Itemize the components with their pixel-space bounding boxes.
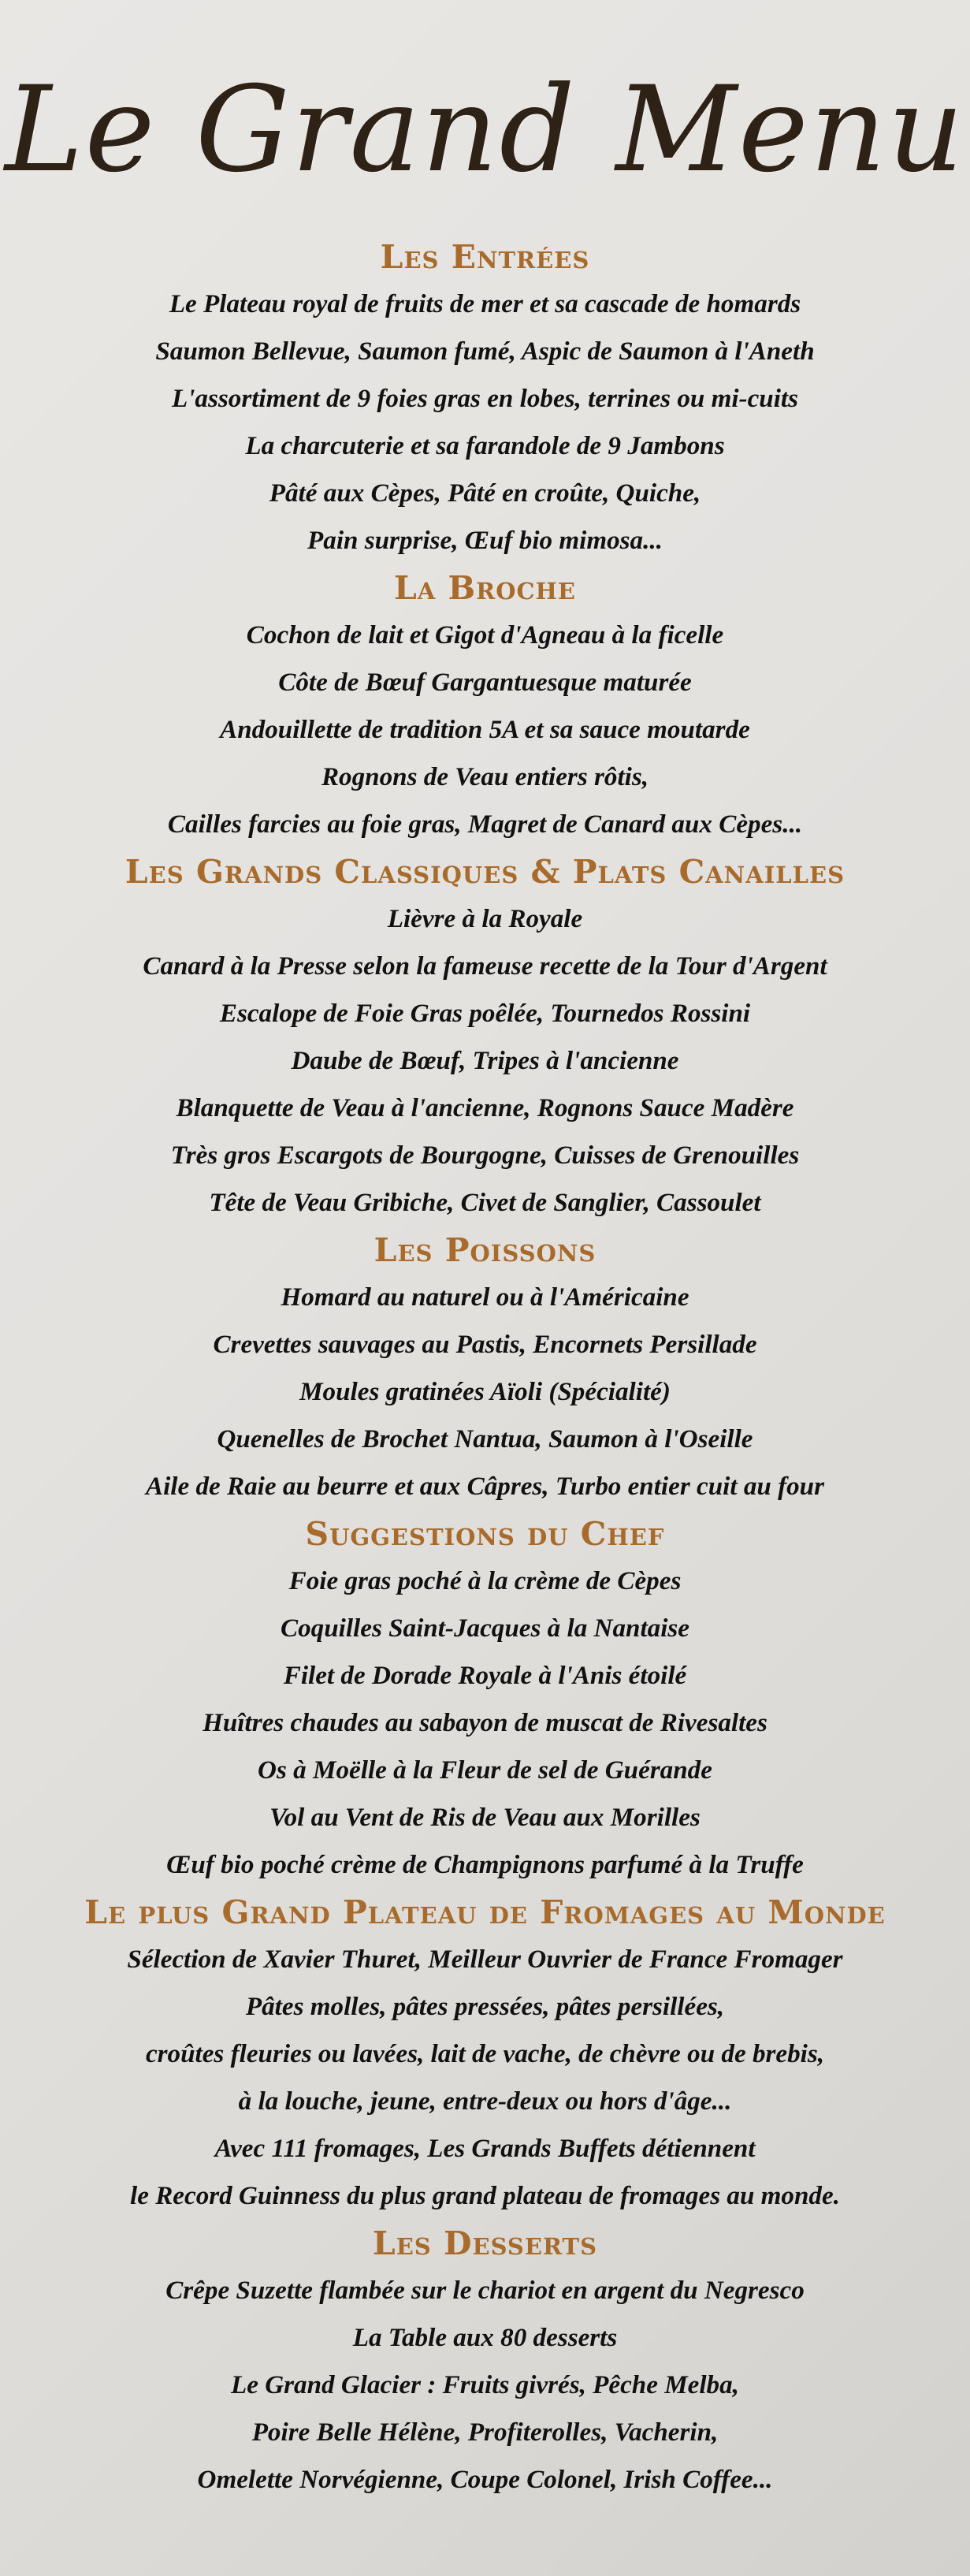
menu-item: Poire Belle Hélène, Profiterolles, Vacherin, [251, 2418, 719, 2447]
menu-item: Le Grand Glacier : Fruits givrés, Pêche Melba, [231, 2370, 739, 2399]
menu-item: Crevettes sauvages au Pastis, Encornets Persillade [213, 1330, 757, 1359]
menu-item: croûtes fleuries ou lavées, lait de vache, de chèvre ou de brebis, [145, 2039, 825, 2068]
section-header: Les Desserts [372, 2224, 598, 2262]
menu-item: à la louche, jeune, entre-deux ou hors d'âge... [238, 2086, 732, 2116]
menu-item: La charcuterie et sa farandole de 9 Jambons [245, 431, 725, 460]
menu-item: Lièvre à la Royale [387, 904, 583, 933]
section-poissons [0, 1227, 970, 1510]
menu-item: Pâtes molles, pâtes pressées, pâtes persillées, [245, 1992, 725, 2021]
menu-item: Moules gratinées Aïoli (Spécialité) [299, 1377, 671, 1406]
menu-item: L'assortiment de 9 foies gras en lobes, terrines ou mi-cuits [171, 384, 799, 413]
menu-item: Cochon de lait et Gigot d'Agneau à la ficelle [246, 620, 724, 650]
section-header: Les Grands Classiques & Plats Canailles [125, 853, 845, 891]
menu-item: Cailles farcies au foie gras, Magret de Canard aux Cèpes... [167, 810, 803, 839]
menu-item: Os à Moëlle à la Fleur de sel de Guérande [258, 1755, 712, 1785]
menu-item: Sélection de Xavier Thuret, Meilleur Ouvrier de France Fromager [127, 1945, 843, 1974]
menu-item: Andouillette de tradition 5A et sa sauce moutarde [220, 715, 750, 744]
menu-item: Filet de Dorade Royale à l'Anis étoilé [283, 1661, 687, 1690]
menu-item: le Record Guinness du plus grand plateau de fromages au monde. [130, 2181, 840, 2210]
menu-item: Très gros Escargots de Bourgogne, Cuisses de Grenouilles [170, 1141, 800, 1170]
menu-item: La Table aux 80 desserts [352, 2323, 618, 2352]
menu-body [0, 233, 970, 2503]
menu-item: Omelette Norvégienne, Coupe Colonel, Irish Coffee... [197, 2465, 773, 2494]
menu-item: Rognons de Veau entiers rôtis, [321, 762, 649, 791]
menu-item: Tête de Veau Gribiche, Civet de Sanglier, Cassoulet [209, 1188, 761, 1217]
section-grands-classiques [0, 848, 970, 1227]
section-broche [0, 564, 970, 848]
section-header: La Broche [393, 569, 577, 607]
menu-item: Œuf bio poché crème de Champignons parfumé à la Truffe [166, 1850, 804, 1879]
menu-item: Crêpe Suzette flambée sur le chariot en argent du Negresco [165, 2276, 805, 2305]
section-header: Le plus Grand Plateau de Fromages au Monde [84, 1893, 886, 1931]
section-desserts [0, 2220, 970, 2503]
menu-item: Vol au Vent de Ris de Veau aux Morilles [269, 1803, 701, 1832]
section-entrees [0, 233, 970, 564]
menu-title-block [0, 47, 970, 213]
menu-item: Huîtres chaudes au sabayon de muscat de Rivesaltes [203, 1708, 767, 1737]
menu-item: Daube de Bœuf, Tripes à l'ancienne [291, 1046, 679, 1075]
section-header: Les Poissons [374, 1231, 596, 1269]
section-suggestions-chef [0, 1510, 970, 1889]
section-header: Suggestions du Chef [305, 1515, 665, 1553]
section-header: Les Entrées [380, 238, 590, 276]
menu-item: Le Plateau royal de fruits de mer et sa cascade de homards [169, 289, 801, 318]
menu-item: Blanquette de Veau à l'ancienne, Rognons Sauce Madère [176, 1093, 794, 1122]
menu-item: Quenelles de Brochet Nantua, Saumon à l'Oseille [217, 1424, 753, 1454]
menu-item: Saumon Bellevue, Saumon fumé, Aspic de Saumon à l'Aneth [155, 337, 815, 366]
menu-item: Canard à la Presse selon la fameuse recette de la Tour d'Argent [143, 951, 827, 981]
section-fromages [0, 1889, 970, 2220]
menu-item: Pain surprise, Œuf bio mimosa... [307, 526, 663, 555]
menu-title: Le Grand Menu [5, 61, 965, 199]
menu-item: Avec 111 fromages, Les Grands Buffets détiennent [214, 2134, 756, 2163]
menu-item: Coquilles Saint-Jacques à la Nantaise [280, 1614, 690, 1643]
menu-item: Escalope de Foie Gras poêlée, Tournedos Rossini [219, 999, 751, 1028]
menu-item: Côte de Bœuf Gargantuesque maturée [278, 668, 692, 697]
menu-item: Pâté aux Cèpes, Pâté en croûte, Quiche, [269, 478, 701, 508]
menu-item: Aile de Raie au beurre et aux Câpres, Turbo entier cuit au four [146, 1472, 824, 1501]
menu-item: Homard au naturel ou à l'Américaine [281, 1282, 689, 1312]
menu-item: Foie gras poché à la crème de Cèpes [288, 1566, 682, 1595]
